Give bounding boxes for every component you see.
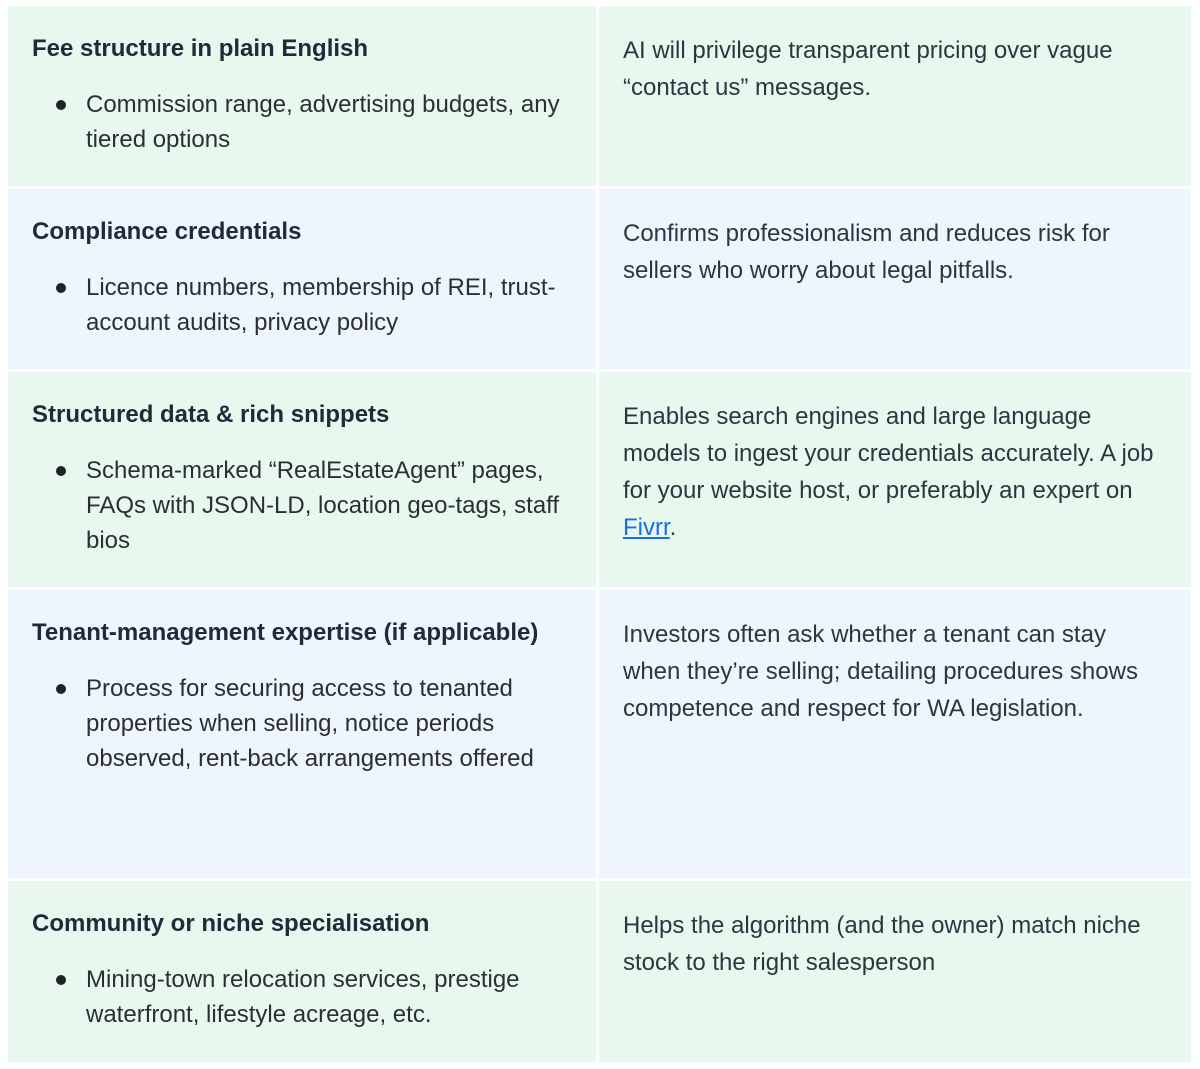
item-description: Investors often ask whether a tenant can stay when they’re selling; detailing procedures shows competence and respect for WA legislation. [623,621,1138,722]
bullet-dot-icon [56,975,66,985]
description-cell [599,372,1191,590]
bullet-dot-icon [56,684,66,694]
item-bullet-list [32,671,576,776]
item-heading: Structured data & rich snippets [32,401,390,428]
item-heading: Fee structure in plain English [32,35,369,62]
bullet-item [32,270,576,340]
item-description: Helps the algorithm (and the owner) match niche stock to the right salesperson [623,912,1141,976]
bullet-text: Mining-town relocation services, prestige waterfront, lifestyle acreage, etc. [86,966,520,1028]
item-cell [8,372,599,590]
bullet-item [32,453,576,558]
checklist-table [8,6,1191,1065]
bullet-text: Process for securing access to tenanted properties when selling, notice periods observed, rent-back arrangements offered [86,675,534,772]
bullet-dot-icon [56,466,66,476]
description-text: Enables search engines and large language models to ingest your credentials accurately. A job for your website host, or preferably an expert on [623,403,1154,504]
item-bullet-list [32,270,576,340]
bullet-dot-icon [56,283,66,293]
bullet-text: Schema-marked “RealEstateAgent” pages, FAQs with JSON-LD, location geo-tags, staff bios [86,457,560,554]
bullet-item [32,962,576,1032]
item-cell [8,6,599,189]
item-description: AI will privilege transparent pricing over vague “contact us” messages. [623,37,1113,101]
item-description: Confirms professionalism and reduces risk for sellers who worry about legal pitfalls. [623,220,1110,284]
item-heading: Compliance credentials [32,218,302,245]
item-heading: Tenant-management expertise (if applicable) [32,619,539,646]
bullet-text: Licence numbers, membership of REI, trust-account audits, privacy policy [86,274,556,336]
description-end: . [669,514,677,541]
item-bullet-list [32,87,576,157]
bullet-item [32,671,576,776]
fivrr-link[interactable]: Fivrr [623,514,670,541]
description-cell [599,6,1191,189]
item-bullet-list [32,962,576,1032]
bullet-item [32,87,576,157]
item-heading: Community or niche specialisation [32,910,430,937]
bullet-text: Commission range, advertising budgets, any tiered options [86,91,560,153]
item-bullet-list [32,453,576,558]
description-cell [599,881,1191,1065]
item-cell [8,590,599,881]
description-cell [599,590,1191,881]
item-cell [8,881,599,1065]
item-cell [8,189,599,372]
item-description [623,398,1167,546]
bullet-dot-icon [56,100,66,110]
description-cell [599,189,1191,372]
